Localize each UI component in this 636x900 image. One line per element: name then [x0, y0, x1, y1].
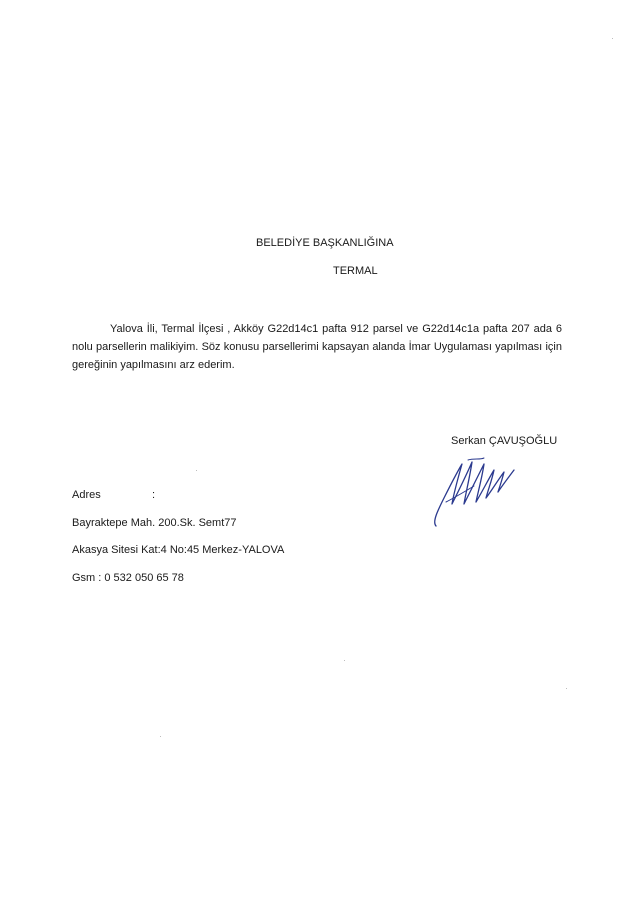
address-line-2: Akasya Sitesi Kat:4 No:45 Merkez-YALOVA [72, 544, 285, 556]
recipient-heading: BELEDİYE BAŞKANLIĞINA [256, 237, 394, 249]
address-line-1: Bayraktepe Mah. 200.Sk. Semt77 [72, 517, 237, 529]
address-colon: : [152, 489, 156, 501]
handwritten-signature [428, 452, 523, 530]
address-label: Adres [72, 489, 101, 501]
scan-speck [612, 38, 613, 39]
signer-name: Serkan ÇAVUŞOĞLU [451, 435, 558, 447]
scan-speck [196, 470, 197, 471]
phone-number: Gsm : 0 532 050 65 78 [72, 572, 184, 584]
body-line: nolu parsellerin malikiyim. Söz konusu parsellerimi kapsayan alanda İmar Uygulaması yapılması için [72, 341, 562, 353]
scan-speck [160, 736, 161, 737]
body-line: Yalova İli, Termal İlçesi , Akköy G22d14c1 pafta 912 parsel ve G22d14c1a pafta 207 ada 6 [110, 323, 562, 335]
recipient-city: TERMAL [333, 265, 378, 277]
letter-body [72, 320, 562, 374]
scan-speck [566, 688, 567, 689]
scan-speck [344, 660, 345, 661]
body-line: gereğinin yapılmasını arz ederim. [72, 359, 235, 371]
